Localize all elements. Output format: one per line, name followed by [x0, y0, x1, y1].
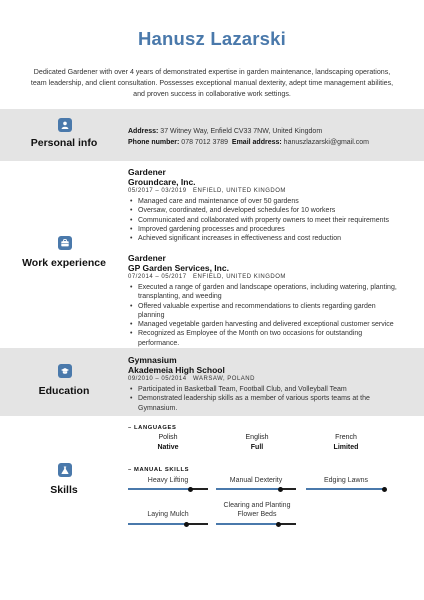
contact-line [128, 137, 400, 148]
graduation-cap-icon [58, 364, 72, 378]
skill-label: Laying Mulch [147, 511, 189, 518]
list-item: • Demonstrated leadership skills as a member of various sports teams at the Gymnasium. [128, 394, 400, 413]
manual-skills-subheading: – MANUAL SKILLS [128, 467, 190, 473]
education-heading: Education [38, 385, 90, 397]
job-meta: 05/2017 – 03/2019 ENFIELD, UNITED KINGDOM [128, 188, 286, 194]
list-item: • Managed care and maintenance of over 50 gardens [128, 197, 400, 206]
language-name: English [245, 434, 269, 441]
job-duties [128, 197, 400, 243]
skill-bar [306, 488, 386, 490]
list-item: • Oversaw, coordinated, and developed schedules for 10 workers [128, 206, 400, 215]
skill-bar-fill [216, 488, 280, 490]
skill-bar-fill [128, 488, 190, 490]
list-item: • Executed a range of garden and landscape operations, including watering, planting, transplanting, and weeding [128, 283, 400, 302]
work-experience-heading: Work experience [22, 257, 106, 269]
skill-bar-handle [278, 487, 283, 492]
school-type: Gymnasium [128, 355, 177, 365]
list-item: • Managed vegetable garden harvesting and delivered exceptional customer service [128, 320, 400, 329]
skill-bar-handle [382, 487, 387, 492]
skill-label: Clearing and Planting Flower Beds [223, 502, 291, 518]
flask-icon [58, 463, 72, 477]
skill-label: Manual Dexterity [229, 477, 283, 484]
skill-bar [128, 523, 208, 525]
job-title: Gardener [128, 167, 166, 177]
summary-text: Dedicated Gardener with over 4 years of demonstrated expertise in garden maintenance, landscaping operations, team leadership, and client consultation. Possesses exceptional manual dexterity, adept time management abilities, and proven success in collaborative work settings. [30, 68, 394, 98]
job-title: Gardener [128, 253, 166, 263]
language-level: Full [250, 444, 264, 451]
phone-label: Phone number: [128, 139, 180, 146]
language-level: Native [157, 444, 179, 451]
address-value: 37 Witney Way, Enfield CV33 7NW, United Kingdom [160, 128, 323, 135]
email-value[interactable]: hanuszlazarski@gmail.com [283, 139, 369, 146]
languages-subheading: – LANGUAGES [128, 425, 177, 431]
language-name: French [335, 434, 357, 441]
language-item [301, 433, 391, 453]
list-item: • Recognized as Employee of the Month on two occasions for outstanding performance. [128, 329, 400, 348]
personal-info-details [128, 126, 400, 148]
language-item [123, 433, 213, 453]
address-label: Address: [128, 128, 159, 135]
personal-info-heading: Personal info [30, 137, 98, 149]
job-duties [128, 283, 400, 348]
skill-bar-handle [276, 522, 281, 527]
list-item: • Achieved significant increases in effectiveness and cost reduction [128, 234, 400, 243]
job-meta: 07/2014 – 05/2017 ENFIELD, UNITED KINGDOM [128, 274, 286, 280]
email-label: Email address: [231, 139, 282, 146]
education-meta: 09/2010 – 05/2014 WARSAW, POLAND [128, 376, 255, 382]
skills-heading: Skills [50, 484, 78, 496]
skill-bar [216, 523, 296, 525]
resume-name: Hanusz Lazarski [138, 28, 286, 49]
skill-bar-fill [216, 523, 278, 525]
list-item: • Improved gardening processes and procedures [128, 225, 400, 234]
phone-value: 078 7012 3789 [181, 139, 229, 146]
education-activities [128, 385, 400, 413]
language-name: Polish [158, 434, 178, 441]
skill-label: Heavy Lifting [147, 477, 189, 484]
job-entry [128, 253, 400, 348]
list-item: • Offered valuable expertise and recommendations to clients regarding garden planning [128, 302, 400, 321]
language-item [212, 433, 302, 453]
language-level: Limited [333, 444, 359, 451]
skill-bar-handle [188, 487, 193, 492]
job-company: GP Garden Services, Inc. [128, 263, 229, 273]
skill-label: Edging Lawns [324, 477, 368, 484]
address-line [128, 126, 400, 137]
briefcase-icon [58, 236, 72, 250]
education-entry [128, 355, 400, 413]
skill-bar-fill [128, 523, 186, 525]
person-icon [58, 118, 72, 132]
job-company: Groundcare, Inc. [128, 177, 196, 187]
skill-bar-handle [184, 522, 189, 527]
job-entry [128, 167, 400, 243]
skill-bar [128, 488, 208, 490]
skill-bar-fill [306, 488, 384, 490]
list-item: • Communicated and collaborated with property owners to meet their requirements [128, 216, 400, 225]
list-item: • Participated in Basketball Team, Football Club, and Volleyball Team [128, 385, 400, 394]
school-name: Akademeia High School [128, 365, 225, 375]
skill-bar [216, 488, 296, 490]
